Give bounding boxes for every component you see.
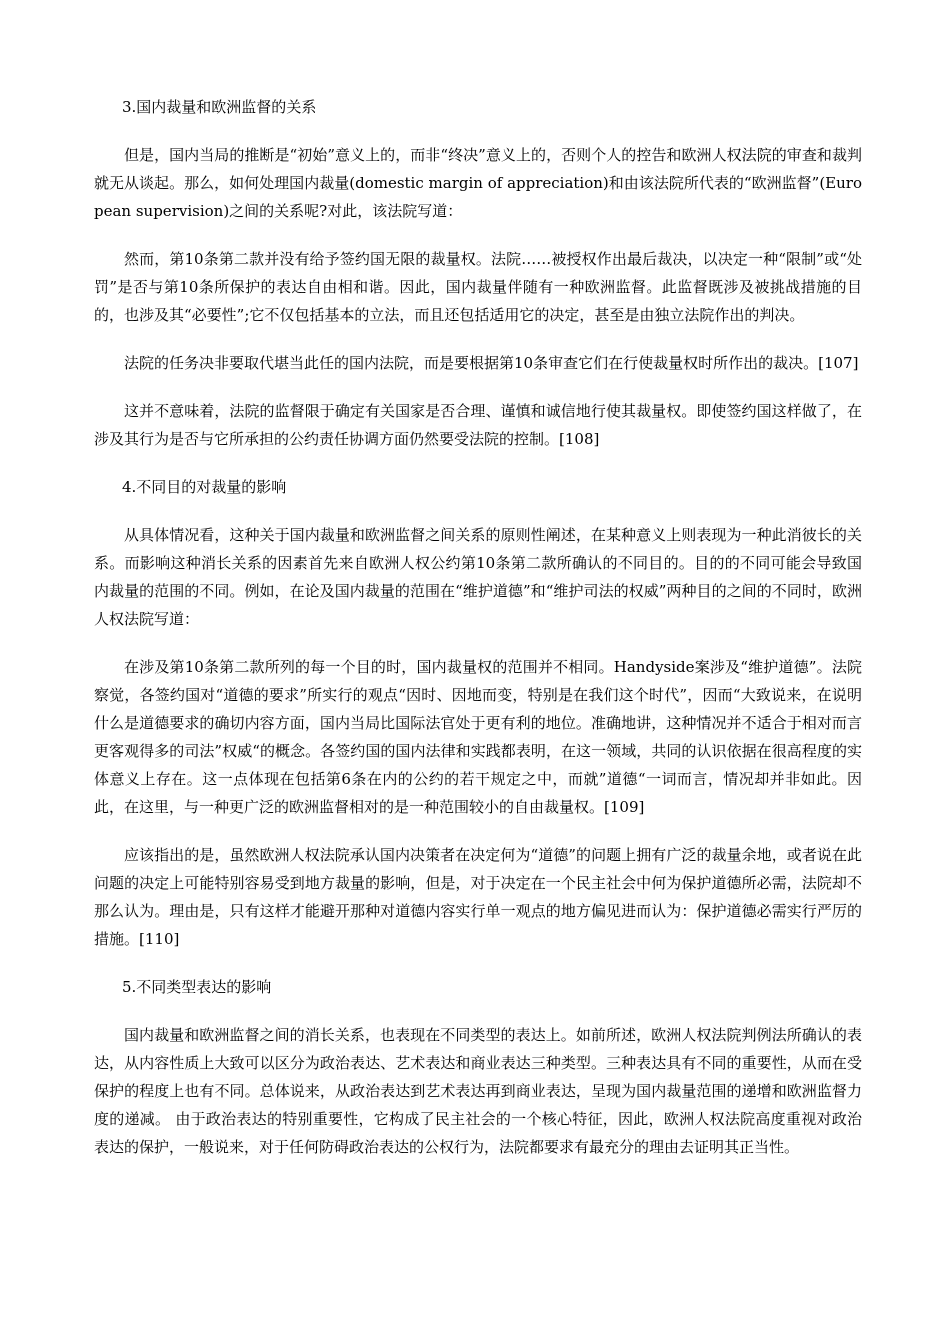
section-heading-3: 3.国内裁量和欧洲监督的关系 bbox=[122, 98, 317, 116]
section-heading-4: 4.不同目的对裁量的影响 bbox=[122, 478, 287, 496]
quote-paragraph-3: 这并不意味着，法院的监督限于确定有关国家是否合理、谨慎和诚信地行使其裁量权。即使签约国这样做了，在涉及其行为是否与它所承担的公约责任协调方面仍然要受法院的控制。[108] bbox=[94, 402, 862, 448]
quote-paragraph-4: 在涉及第10条第二款所列的每一个目的时，国内裁量权的范围并不相同。Handyside案涉及“维护道德”。法院察觉，各签约国对“道德的要求”所实行的观点“因时、因地而变，特别是在我们这个时代”，因而“大致说来，在说明什么是道德要求的确切内容方面，国内当局比国际法官处于更有利的地位。准确地讲，这种情况并不适合于相对而言更客观得多的司法”权威“的概念。各签约国的国内法律和实践都表明，在这一领域，共同的认识依据在很高程度的实体意义上存在。这一点体现在包括第6条在内的公约的若干规定之中，而就”道德“一词而言，情况却并非如此。因此，在这里，与一种更广泛的欧洲监督相对的是一种范围较小的自由裁量权。[109] bbox=[94, 658, 862, 816]
paragraph-4: 国内裁量和欧洲监督之间的消长关系，也表现在不同类型的表达上。如前所述，欧洲人权法院判例法所确认的表达，从内容性质上大致可以区分为政治表达、艺术表达和商业表达三种类型。三种表达具有不同的重要性，从而在受保护的程度上也有不同。总体说来，从政治表达到艺术表达再到商业表达，呈现为国内裁量范围的递增和欧洲监督力度的递减。 由于政治表达的特别重要性，它构成了民主社会的一个核心特征，因此，欧洲人权法院高度重视对政治表达的保护，一般说来，对于任何防碍政治表达的公权行为，法院都要求有最充分的理由去证明其正当性。 bbox=[94, 1026, 862, 1156]
quote-paragraph-1: 然而，第10条第二款并没有给予签约国无限的裁量权。法院……被授权作出最后裁决，以决定一种“限制”或“处罚”是否与第10条所保护的表达自由相和谐。因此，国内裁量伴随有一种欧洲监督。此监督既涉及被挑战措施的目的，也涉及其“必要性”;它不仅包括基本的立法，而且还包括适用它的决定，甚至是由独立法院作出的判决。 bbox=[94, 250, 862, 324]
paragraph-2: 从具体情况看，这种关于国内裁量和欧洲监督之间关系的原则性阐述，在某种意义上则表现为一种此消彼长的关系。而影响这种消长关系的因素首先来自欧洲人权公约第10条第二款所确认的不同目的。目的的不同可能会导致国内裁量的范围的不同。例如，在论及国内裁量的范围在“维护道德”和“维护司法的权威”两种目的之间的不同时，欧洲人权法院写道： bbox=[94, 526, 862, 628]
quote-paragraph-2: 法院的任务决非要取代堪当此任的国内法院，而是要根据第10条审查它们在行使裁量权时所作出的裁决。[107] bbox=[124, 354, 859, 372]
section-heading-5: 5.不同类型表达的影响 bbox=[122, 978, 272, 996]
paragraph-1: 但是，国内当局的推断是“初始”意义上的，而非“终决”意义上的，否则个人的控告和欧洲人权法院的审查和裁判就无从谈起。那么，如何处理国内裁量(domestic margin of appreciation)和由该法院所代表的“欧洲监督”(European supervision)之间的关系呢?对此，该法院写道： bbox=[94, 146, 862, 220]
document-page bbox=[94, 93, 862, 1161]
paragraph-3: 应该指出的是，虽然欧洲人权法院承认国内决策者在决定何为“道德”的问题上拥有广泛的裁量余地，或者说在此问题的决定上可能特别容易受到地方裁量的影响，但是，对于决定在一个民主社会中何为保护道德所必需，法院却不那么认为。理由是，只有这样才能避开那种对道德内容实行单一观点的地方偏见进而认为：保护道德必需实行严厉的措施。[110] bbox=[94, 846, 862, 948]
